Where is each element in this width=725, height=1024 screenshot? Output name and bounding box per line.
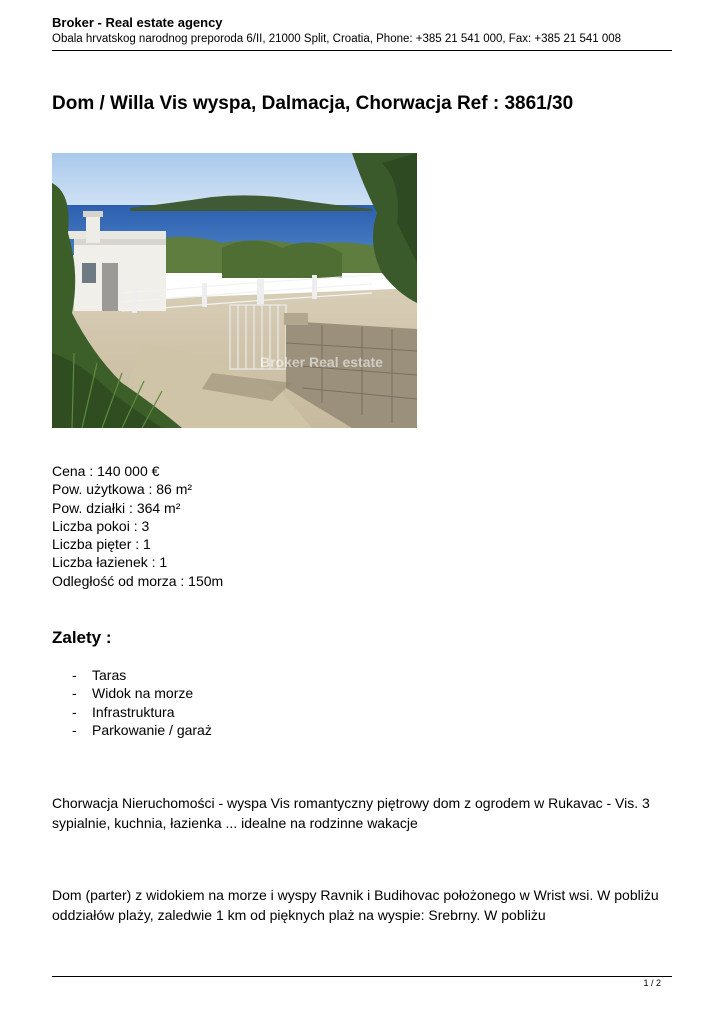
features-list [72, 666, 212, 739]
list-item [72, 666, 212, 684]
description-paragraph-1: Chorwacja Nieruchomości - wyspa Vis romantyczny piętrowy dom z ogrodem w Rukavac - Vis. 3 sypialnie, kuchnia, łazienka ... idealne na rodzinne wakacje [52, 795, 650, 831]
feature-label: Infrastruktura [92, 703, 175, 720]
page-number: 1 / 2 [643, 978, 661, 988]
bullet-dash: - [72, 667, 77, 683]
property-specs [52, 462, 223, 590]
spec-sea-distance: Odległość od morza : 150m [52, 572, 224, 589]
agency-name: Broker - Real estate agency [52, 15, 223, 30]
bullet-dash: - [72, 685, 77, 702]
list-item [72, 703, 212, 721]
list-item [72, 721, 212, 739]
bullet-dash: - [72, 703, 77, 720]
spec-living-area: Pow. użytkowa : 86 m² [52, 481, 193, 498]
spec-bathrooms: Liczba łazienek : 1 [52, 554, 168, 571]
spec-floors: Liczba pięter : 1 [52, 536, 151, 553]
page-header [52, 15, 672, 47]
spec-price: Cena : 140 000 € [52, 463, 160, 479]
listing-title: Dom / Willa Vis wyspa, Dalmacja, Chorwacja Ref : 3861/30 [52, 93, 574, 114]
bullet-dash: - [72, 721, 77, 738]
feature-label: Parkowanie / garaż [92, 721, 212, 738]
header-divider [52, 50, 672, 51]
agency-address: Obala hrvatskog narodnog preporoda 6/II, 21000 Split, Croatia, Phone: +385 21 541 000, Fax: +385 21 541 008 [52, 33, 622, 45]
description-paragraph-2: Dom (parter) z widokiem na morze i wyspy Ravnik i Budihovac położonego w Wrist wsi. W pobliżu oddziałów plaży, zaledwie 1 km od pięknych plaż na wyspie: Srebrny. W pobliżu [52, 887, 659, 923]
features-heading: Zalety : [52, 628, 112, 647]
list-item [72, 684, 212, 702]
property-photo [52, 153, 417, 428]
spec-plot-area: Pow. działki : 364 m² [52, 499, 181, 516]
spec-rooms: Liczba pokoi : 3 [52, 517, 150, 534]
footer-divider [52, 976, 672, 977]
feature-label: Widok na morze [92, 685, 194, 702]
photo-watermark: Broker Real estate [260, 354, 383, 370]
feature-label: Taras [92, 667, 127, 683]
